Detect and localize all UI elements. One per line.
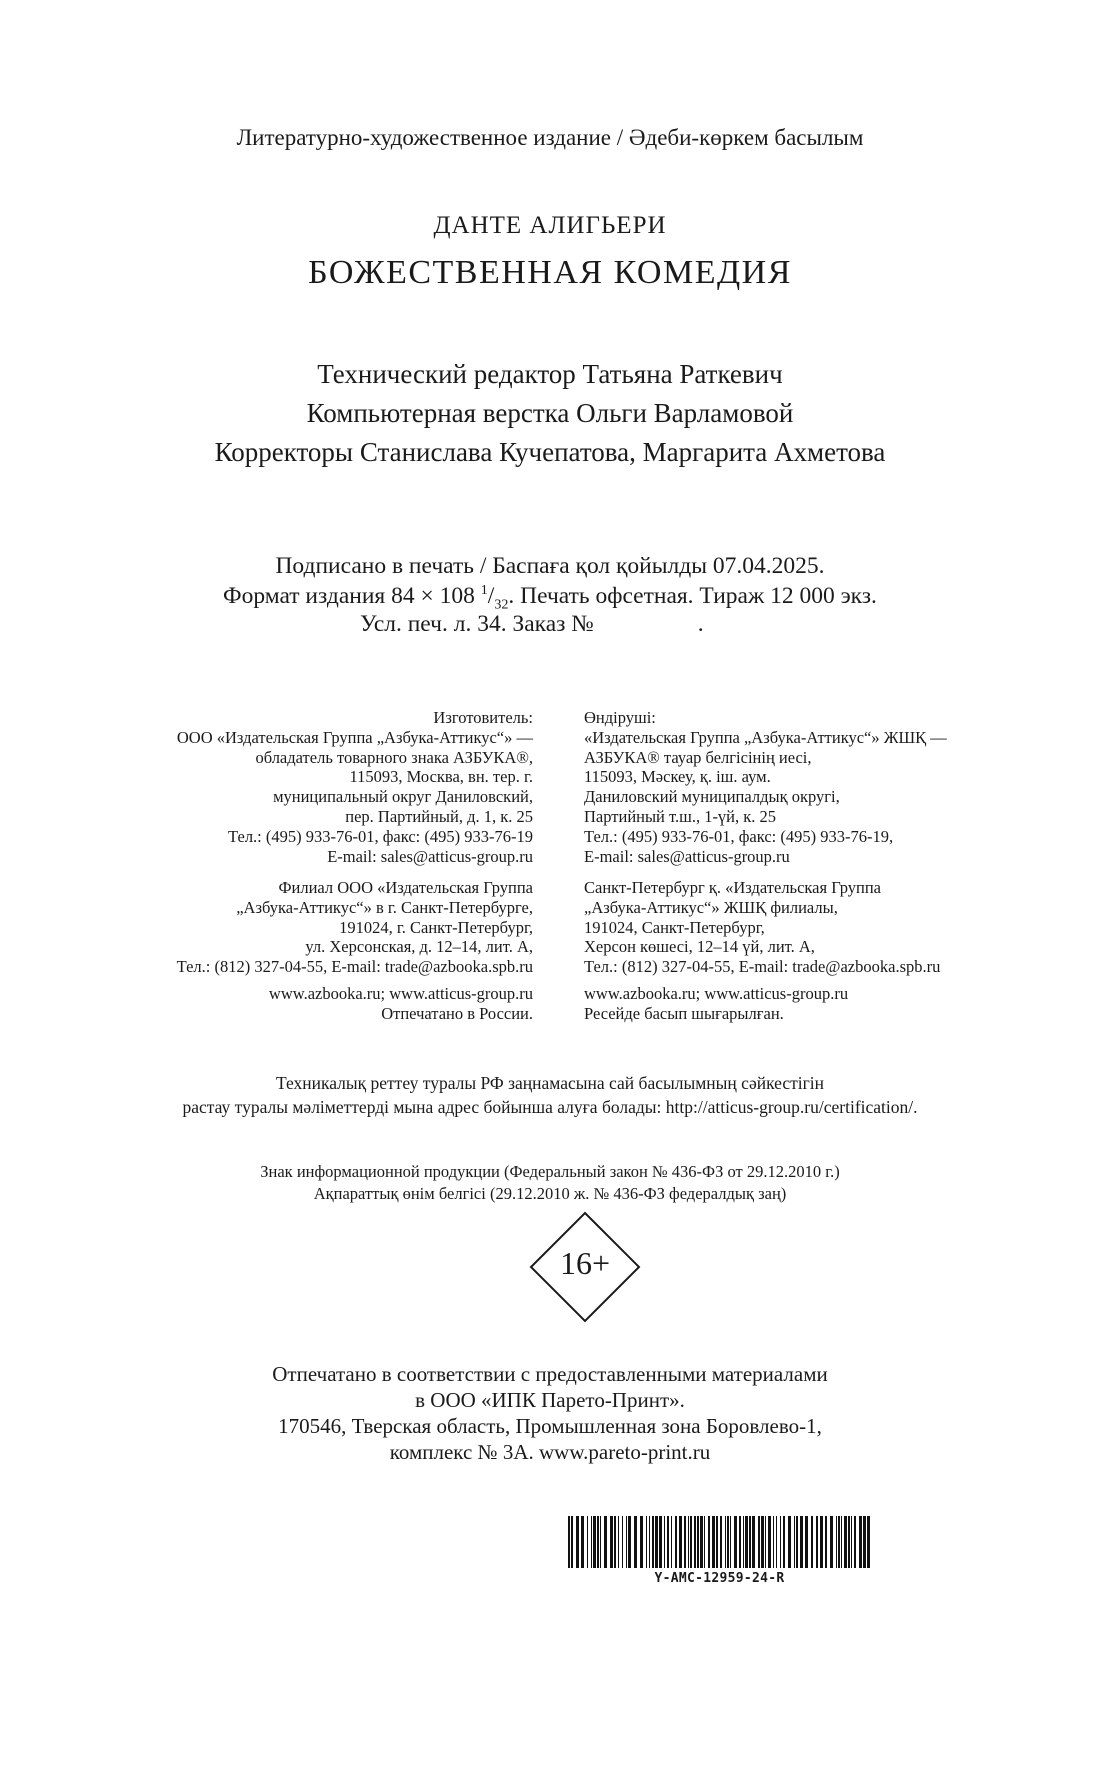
barcode-bar — [805, 1516, 808, 1568]
barcode-bar — [614, 1516, 616, 1568]
line: Отпечатано в России. — [381, 1003, 533, 1023]
web-kz — [584, 984, 848, 1024]
barcode-bar — [587, 1516, 588, 1568]
barcode-bar — [694, 1516, 696, 1568]
barcode-bar — [610, 1516, 613, 1568]
manufacturer-ru — [177, 708, 533, 866]
barcode-bar — [794, 1516, 795, 1568]
barcode-bar — [593, 1516, 596, 1568]
line: Даниловский муниципалдық округі, — [584, 787, 840, 807]
barcode-bar — [800, 1516, 803, 1568]
barcode-bar — [597, 1516, 599, 1568]
printer-line3: 170546, Тверская область, Промышленная зона Боровлево-1, — [278, 1414, 822, 1438]
author-name: ДАНТЕ АЛИГЬЕРИ — [433, 212, 667, 239]
barcode-bar — [634, 1516, 637, 1568]
barcode-bar — [730, 1516, 731, 1568]
barcode-bar — [768, 1516, 771, 1568]
barcode — [566, 1516, 873, 1568]
barcode-bar — [739, 1516, 741, 1568]
line: E-mail: sales@atticus-group.ru — [327, 846, 533, 866]
info-sign-ru: Знак информационной продукции (Федеральный закон № 436-ФЗ от 29.12.2010 г.) — [260, 1162, 840, 1181]
barcode-bar — [571, 1516, 573, 1568]
line: www.azbooka.ru; www.atticus-group.ru — [584, 984, 849, 1003]
barcode-bar — [783, 1516, 785, 1568]
line: „Азбука-Аттикус“» в г. Санкт-Петербурге, — [236, 897, 533, 917]
barcode-bar — [867, 1516, 870, 1568]
barcode-bar — [684, 1516, 686, 1568]
printer-line2: в ООО «ИПК Парето-Принт». — [415, 1388, 685, 1412]
barcode-bar — [836, 1516, 837, 1568]
barcode-bar — [758, 1516, 760, 1568]
barcode-bar — [743, 1516, 744, 1568]
line: Тел.: (812) 327-04-55, E-mail: trade@azbooka.spb.ru — [176, 957, 533, 977]
barcode-bar — [859, 1516, 862, 1568]
barcode-bar — [671, 1516, 672, 1568]
barcode-bar — [820, 1516, 823, 1568]
print-sheets: Усл. печ. л. 34. Заказ № . — [360, 611, 704, 637]
branch-ru — [177, 878, 533, 977]
barcode-bar — [700, 1516, 703, 1568]
line: 191024, Санкт-Петербург, — [584, 917, 765, 937]
barcode-bar — [626, 1516, 627, 1568]
barcode-bar — [659, 1516, 662, 1568]
barcode-bar — [745, 1516, 748, 1568]
line: Тел.: (495) 933-76-01, факс: (495) 933-76-19 — [228, 826, 533, 846]
barcode-bar — [788, 1516, 791, 1568]
format-line: Формат издания 84 × 108 $^1/_{32}$. Печать офсетная. Тираж 12 000 экз. — [223, 582, 877, 613]
barcode-bar — [720, 1516, 722, 1568]
barcode-bar — [816, 1516, 818, 1568]
printer-line1: Отпечатано в соответствии с предоставленными материалами — [272, 1362, 828, 1386]
barcode-bar — [690, 1516, 692, 1568]
barcode-bar — [576, 1516, 579, 1568]
line: www.azbooka.ru; www.atticus-group.ru — [268, 984, 533, 1003]
line: „Азбука-Аттикус“» ЖШҚ филиалы, — [584, 897, 838, 917]
manufacturer-kz — [584, 708, 947, 866]
barcode-bar — [863, 1516, 866, 1568]
barcode-bar — [776, 1516, 777, 1568]
tech-regulation-line1: Техникалық реттеу туралы РФ заңнамасына сай басылымның сәйкестігін — [275, 1073, 825, 1093]
barcode-bar — [780, 1516, 781, 1568]
barcode-bar — [825, 1516, 827, 1568]
barcode-bar — [581, 1516, 584, 1568]
signed-to-print: Подписано в печать / Баспаға қол қойылды 07.04.2025. — [275, 553, 825, 579]
line: пер. Партийный, д. 1, к. 25 — [345, 806, 533, 826]
line: муниципальный округ Даниловский, — [273, 787, 533, 807]
barcode-bar — [708, 1516, 710, 1568]
barcode-bar — [716, 1516, 718, 1568]
barcode-bar — [749, 1516, 751, 1568]
barcode-bar — [568, 1516, 570, 1568]
barcode-bar — [600, 1516, 601, 1568]
barcode-bar — [796, 1516, 798, 1568]
line: Ресейде басып шығарылған. — [584, 1003, 784, 1023]
barcode-bar — [655, 1516, 658, 1568]
barcode-code: Y-AMC-12959-24-R — [654, 1571, 785, 1586]
barcode-bar — [725, 1516, 726, 1568]
barcode-bar — [841, 1516, 842, 1568]
line: обладатель товарного знака АЗБУКА®, — [255, 747, 533, 767]
line: ул. Херсонская, д. 12–14, лит. А, — [305, 937, 533, 957]
barcode-bar — [675, 1516, 677, 1568]
barcode-bar — [652, 1516, 654, 1568]
barcode-bar — [591, 1516, 592, 1568]
barcode-bar — [752, 1516, 755, 1568]
line: «Издательская Группа „Азбука-Аттикус“» ЖШҚ — — [584, 727, 947, 747]
line: Филиал ООО «Издательская Группа — [278, 878, 533, 897]
tech-regulation-line2: растау туралы мәліметтерді мына адрес бойынша алуға болады: http://atticus-group.ru/certification/. — [182, 1097, 918, 1117]
line: ООО «Издательская Группа „Азбука-Аттикус“» — — [176, 727, 533, 747]
age-rating: 16+ — [559, 1245, 611, 1281]
line: Изготовитель: — [433, 708, 533, 727]
line: Өндіруші: — [584, 708, 656, 727]
line: Тел.: (812) 327-04-55, E-mail: trade@azbooka.spb.ru — [584, 957, 941, 977]
barcode-bar — [765, 1516, 766, 1568]
barcode-bar — [851, 1516, 852, 1568]
barcode-bar — [830, 1516, 833, 1568]
barcode-bar — [697, 1516, 699, 1568]
barcode-bar — [664, 1516, 665, 1568]
barcode-bar — [727, 1516, 729, 1568]
line: E-mail: sales@atticus-group.ru — [584, 846, 790, 866]
barcode-bar — [734, 1516, 737, 1568]
barcode-bar — [811, 1516, 813, 1568]
barcode-bar — [628, 1516, 631, 1568]
barcode-bar — [646, 1516, 647, 1568]
layout-credit: Компьютерная верстка Ольги Варламовой — [306, 398, 794, 428]
line: Херсон көшесі, 12–14 үй, лит. А, — [584, 937, 815, 957]
printer-line4: комплекс № 3А. www.pareto-print.ru — [389, 1440, 711, 1464]
line: 115093, Мәскеу, қ. іш. аум. — [584, 767, 771, 787]
technical-editor: Технический редактор Татьяна Раткевич — [317, 359, 783, 389]
barcode-bar — [704, 1516, 705, 1568]
barcode-bar — [712, 1516, 715, 1568]
barcode-bar — [649, 1516, 650, 1568]
edition-type: Литературно-художественное издание / Әдеби-көркем басылым — [236, 125, 864, 150]
book-title: БОЖЕСТВЕННАЯ КОМЕДИЯ — [308, 254, 792, 291]
barcode-bar — [618, 1516, 619, 1568]
barcode-bar — [604, 1516, 607, 1568]
line: 115093, Москва, вн. тер. г. — [349, 767, 533, 787]
barcode-bar — [622, 1516, 623, 1568]
barcode-bar — [844, 1516, 847, 1568]
barcode-bar — [667, 1516, 669, 1568]
line: Санкт-Петербург қ. «Издательская Группа — [584, 878, 881, 897]
line: 191024, г. Санкт-Петербург, — [339, 917, 533, 937]
barcode-bar — [773, 1516, 774, 1568]
barcode-bar — [688, 1516, 689, 1568]
line: АЗБУКА® тауар белгісінің иесі, — [584, 747, 812, 767]
line: Партийный т.ш., 1-үй, к. 25 — [584, 806, 777, 826]
barcode-bar — [838, 1516, 840, 1568]
line: Тел.: (495) 933-76-01, факс: (495) 933-76-19, — [584, 826, 894, 846]
barcode-bar — [848, 1516, 850, 1568]
barcode-bar — [854, 1516, 856, 1568]
proofreaders: Корректоры Станислава Кучепатова, Маргарита Ахметова — [214, 437, 886, 467]
barcode-bar — [761, 1516, 764, 1568]
branch-kz — [584, 878, 940, 977]
info-sign-kz: Ақпараттық өнім белгісі (29.12.2010 ж. № 436-ФЗ федералдық заң) — [313, 1184, 787, 1203]
barcode-bar — [679, 1516, 682, 1568]
age-rating-badge — [529, 1211, 641, 1323]
barcode-bar — [640, 1516, 643, 1568]
web-ru — [269, 984, 533, 1024]
